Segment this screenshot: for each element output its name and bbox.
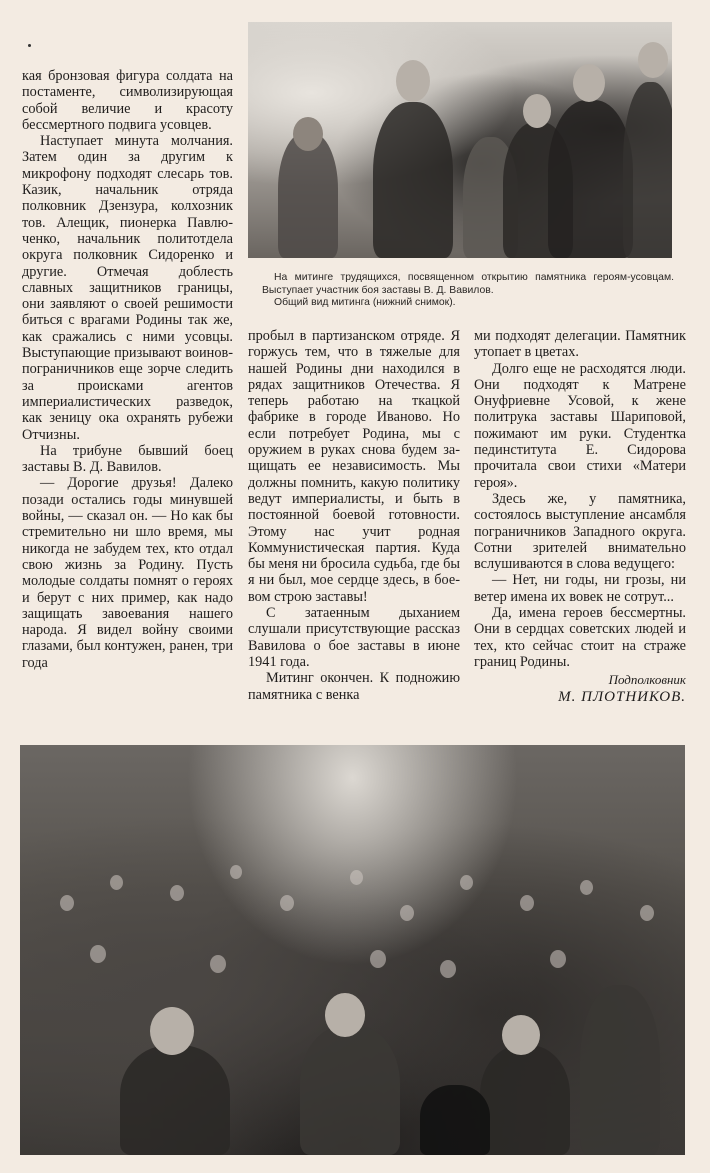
article-column-2 bbox=[248, 328, 460, 703]
paragraph: Митинг окончен. К подножию памятника с венка bbox=[248, 670, 460, 703]
paragraph: кая бронзовая фигура солдата на постаменте, символизирующая собой величие и красоту бессмертного подвига усовцев. bbox=[22, 68, 233, 133]
paragraph: Наступает минута молчания. Затем один за другим к микрофону подходят слесарь тов. Казик, начальник отряда полковник Дзензура, колхозник тов. Алещик, пионерка Павлюченко, начальник политотдела округа полковник Сидоренко и другие. Отмечая доблесть славных защитников границы, они заявляют о своей решимости биться с врагами Родины так же, как сражались с ними усовцы. Выступающие призывают воинов-пограничников еще зорче следить за происками агентов империалистических разведок, как зеницу ока охранять рубежи Отчизны. bbox=[22, 133, 233, 443]
paragraph: — Нет, ни годы, ни грозы, ни ветер имена их вовек не сотрут... bbox=[474, 572, 686, 605]
author-name: М. ПЛОТНИКОВ. bbox=[558, 688, 686, 705]
paragraph: Здесь же, у памятника, состоялось выступление ансамбля пограничников Западного округа. Сотни зрителей внимательно вслушиваются в слова ведущего: bbox=[474, 490, 686, 573]
paragraph: пробыл в партизанском отряде. Я горжусь тем, что в тяжелые для нашей Родины дни находился в рядах защитников Отечества. Я теперь работаю на ткацкой фабрике в городе Иваново. Но если потребует Родина, мы с оружием в руках снова будем защищать ее независимость. Мы должны помнить, какую политику ведут империалисты, и быть в постоянной боевой готовности. Этому нас учит родная Коммунистическая партия. Куда бы меня ни бросила судьба, где бы я ни был, мое сердце здесь, в боевом строю заставы! bbox=[248, 328, 460, 605]
meeting-crowd-photo bbox=[20, 745, 685, 1155]
author-rank: Подполковник bbox=[608, 672, 686, 688]
caption-line-1: На митинге трудящихся, посвященном открытию памятника героям-усовцам. Выступает участник боя заставы В. Д. Вавилов. bbox=[262, 272, 674, 296]
paragraph: Да, имена героев бессмертны. Они в сердцах советских людей и тех, кто сейчас стоит на страже границ Родины. bbox=[474, 605, 686, 670]
paragraph: На трибуне бывший боец заставы В. Д. Вавилов. bbox=[22, 442, 233, 476]
photo-caption bbox=[262, 272, 674, 310]
paragraph: — Дорогие друзья! Далеко позади остались годы минувшей войны, — сказал он. — Но как бы стремительно ни шло время, мы никогда не забудем тех, кто отдал свою жизнь за Родину. Пусть молодые солдаты помнят о героях и берут с них пример, как надо защищать завоевания нашего народа. Я видел войну своими глазами, был контужен, ранен, три года bbox=[22, 475, 233, 671]
meeting-speaker-photo bbox=[248, 22, 672, 258]
print-speck bbox=[28, 44, 31, 47]
paragraph: Долго еще не расходятся люди. Они подходят к Матрене Онуфриевне Усовой, к жене политрука заставы Шариповой, пожимают им руки. Студентка пединститута Е. Сидорова прочитала свои стихи «Матери героя». bbox=[474, 360, 686, 491]
paragraph: ми подходят делегации. Памятник утопает в цветах. bbox=[474, 328, 686, 361]
paragraph: С затаенным дыханием слушали присутствующие рассказ Вавилова о бое заставы в июне 1941 года. bbox=[248, 605, 460, 670]
article-column-1 bbox=[22, 68, 233, 671]
caption-line-2: Общий вид митинга (нижний снимок). bbox=[274, 297, 456, 309]
article-column-3 bbox=[474, 328, 686, 705]
